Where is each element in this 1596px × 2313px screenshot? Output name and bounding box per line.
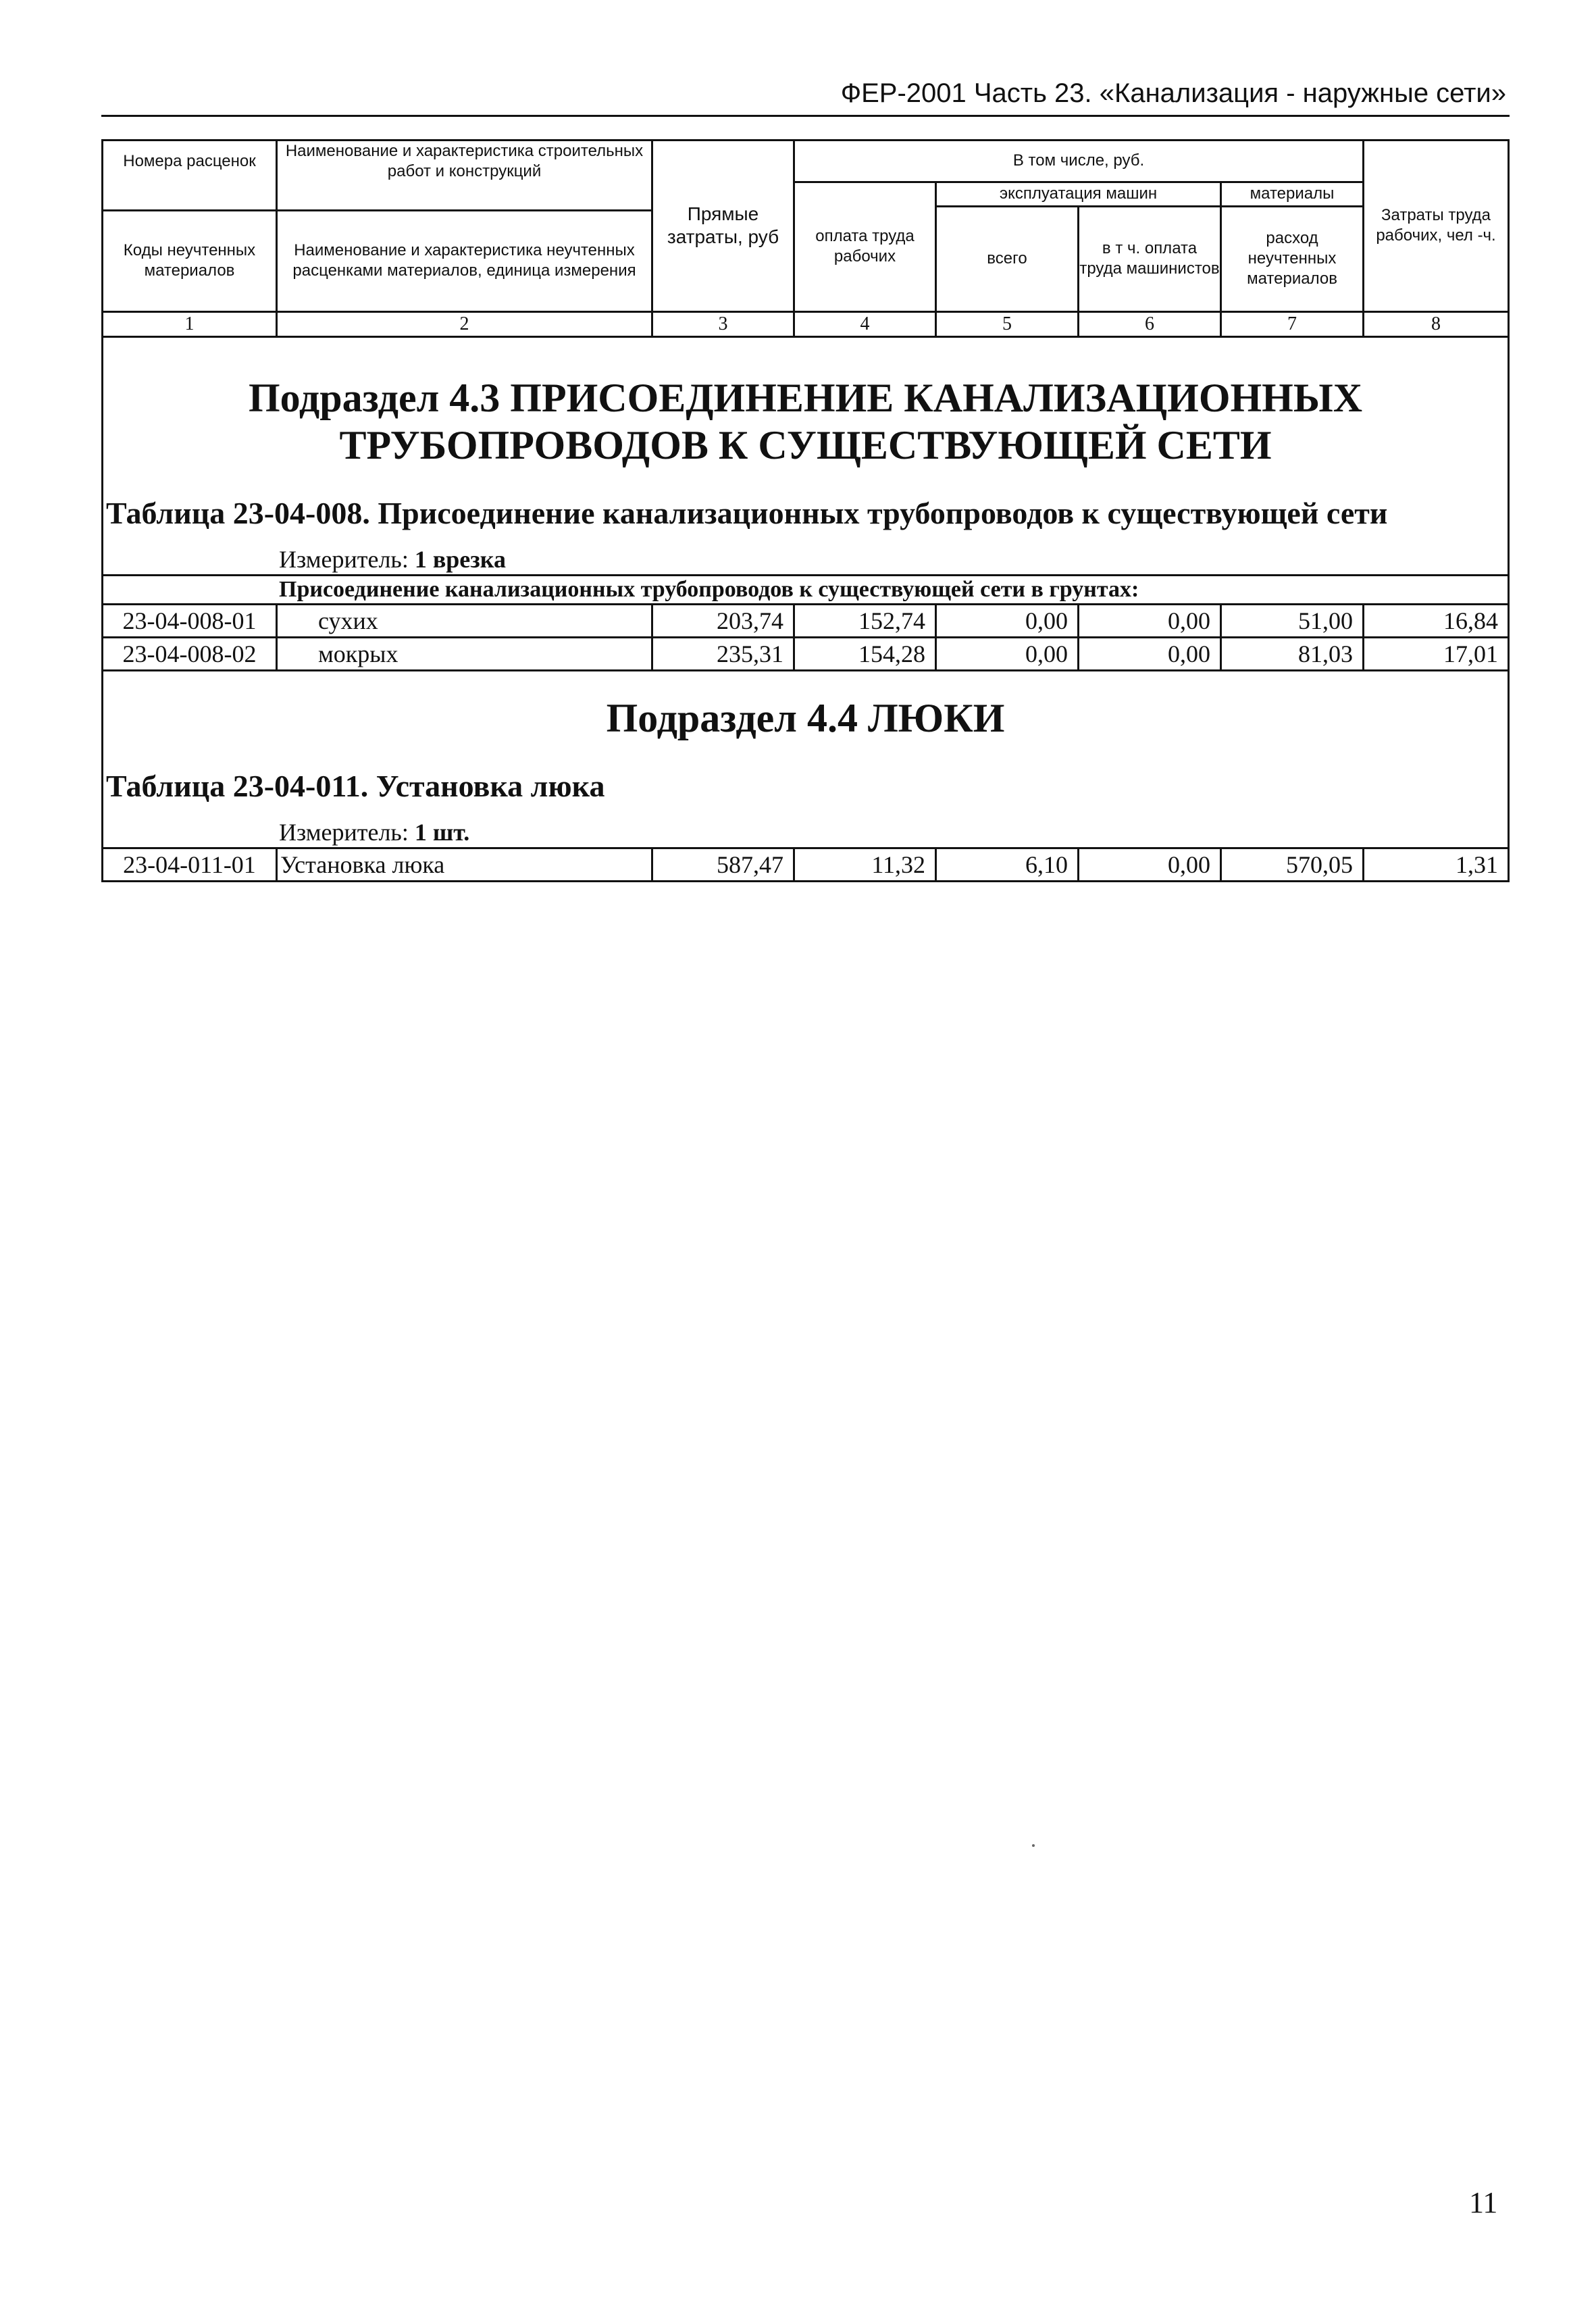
rate-name: сухих [277, 604, 652, 637]
header-operators-pay: в т ч. оплата труда машинистов [1079, 206, 1221, 311]
header-rate-numbers: Номера расценок [103, 141, 277, 182]
rate-code: 23-04-008-02 [103, 637, 277, 670]
column-number: 7 [1221, 311, 1364, 336]
materials-cost: 570,05 [1221, 848, 1364, 881]
header-machine-operation: эксплуатация машин [936, 182, 1221, 206]
rate-code: 23-04-011-01 [103, 848, 277, 881]
page-header-title: ФЕР-2001 Часть 23. «Канализация - наружные сети» [840, 78, 1506, 108]
column-number: 5 [936, 311, 1079, 336]
table-row [103, 848, 1509, 881]
column-numbers-row [103, 311, 1509, 336]
machines-total: 6,10 [936, 848, 1079, 881]
machines-total: 0,00 [936, 604, 1079, 637]
operators-pay: 0,00 [1079, 604, 1221, 637]
labor-hours: 1,31 [1364, 848, 1509, 881]
unit-label: Измеритель: [279, 545, 409, 573]
table-row [103, 637, 1509, 670]
page-number: 11 [1469, 2186, 1498, 2219]
column-number: 1 [103, 311, 277, 336]
header-worker-pay: оплата труда рабочих [794, 182, 936, 311]
unit-value: 1 врезка [414, 545, 506, 573]
section-4-3-cell [103, 336, 1509, 494]
column-number: 2 [277, 311, 652, 336]
worker-pay: 11,32 [794, 848, 936, 881]
header-spacer [103, 182, 277, 206]
header-machines-total: всего [936, 206, 1079, 311]
rates-table [101, 139, 1510, 882]
group-title: Присоединение канализационных трубопроводов к существующей сети в грунтах: [103, 575, 1509, 604]
header-materials: материалы [1221, 182, 1364, 206]
section-heading-line2: ТРУБОПРОВОДОВ К СУЩЕСТВУЮЩЕЙ СЕТИ [339, 422, 1272, 467]
column-number: 3 [652, 311, 794, 336]
header-rule [101, 115, 1510, 117]
labor-hours: 16,84 [1364, 604, 1509, 637]
direct-costs: 203,74 [652, 604, 794, 637]
materials-cost: 51,00 [1221, 604, 1364, 637]
worker-pay: 154,28 [794, 637, 936, 670]
rate-name: Установка люка [277, 848, 652, 881]
header-unaccounted-materials: расход неучтенных материалов [1221, 206, 1364, 311]
rate-name: мокрых [277, 637, 652, 670]
rate-code: 23-04-008-01 [103, 604, 277, 637]
header-spacer [277, 182, 652, 206]
operators-pay: 0,00 [1079, 848, 1221, 881]
section-4-4-heading: Подраздел 4.4 ЛЮКИ [103, 670, 1509, 767]
column-number: 4 [794, 311, 936, 336]
header-work-name: Наименование и характеристика строительных работ и конструкций [277, 141, 652, 182]
header-material-codes: Коды неучтенных материалов [103, 210, 277, 311]
materials-cost: 81,03 [1221, 637, 1364, 670]
worker-pay: 152,74 [794, 604, 936, 637]
column-number: 6 [1079, 311, 1221, 336]
section-heading-line1: Подраздел 4.3 ПРИСОЕДИНЕНИЕ КАНАЛИЗАЦИОННЫХ [248, 375, 1363, 420]
header-material-names: Наименование и характеристика неучтенных расценками материалов, единица измерения [277, 210, 652, 311]
table-title: Таблица 23-04-011. Установка люка [103, 767, 1509, 817]
direct-costs: 587,47 [652, 848, 794, 881]
header-labor-hours: Затраты труда рабочих, чел -ч. [1364, 141, 1509, 312]
labor-hours: 17,01 [1364, 637, 1509, 670]
operators-pay: 0,00 [1079, 637, 1221, 670]
unit-row [103, 544, 1509, 576]
unit-value: 1 шт. [414, 818, 470, 846]
table-title: Таблица 23-04-008. Присоединение канализационных трубопроводов к существующей сети [103, 494, 1509, 544]
header-direct-costs: Прямые затраты, руб [652, 141, 794, 312]
column-number: 8 [1364, 311, 1509, 336]
unit-row [103, 817, 1509, 848]
table-row [103, 604, 1509, 637]
header-including: В том числе, руб. [794, 141, 1364, 182]
machines-total: 0,00 [936, 637, 1079, 670]
scan-speck [1032, 1844, 1035, 1847]
unit-label: Измеритель: [279, 818, 409, 846]
direct-costs: 235,31 [652, 637, 794, 670]
